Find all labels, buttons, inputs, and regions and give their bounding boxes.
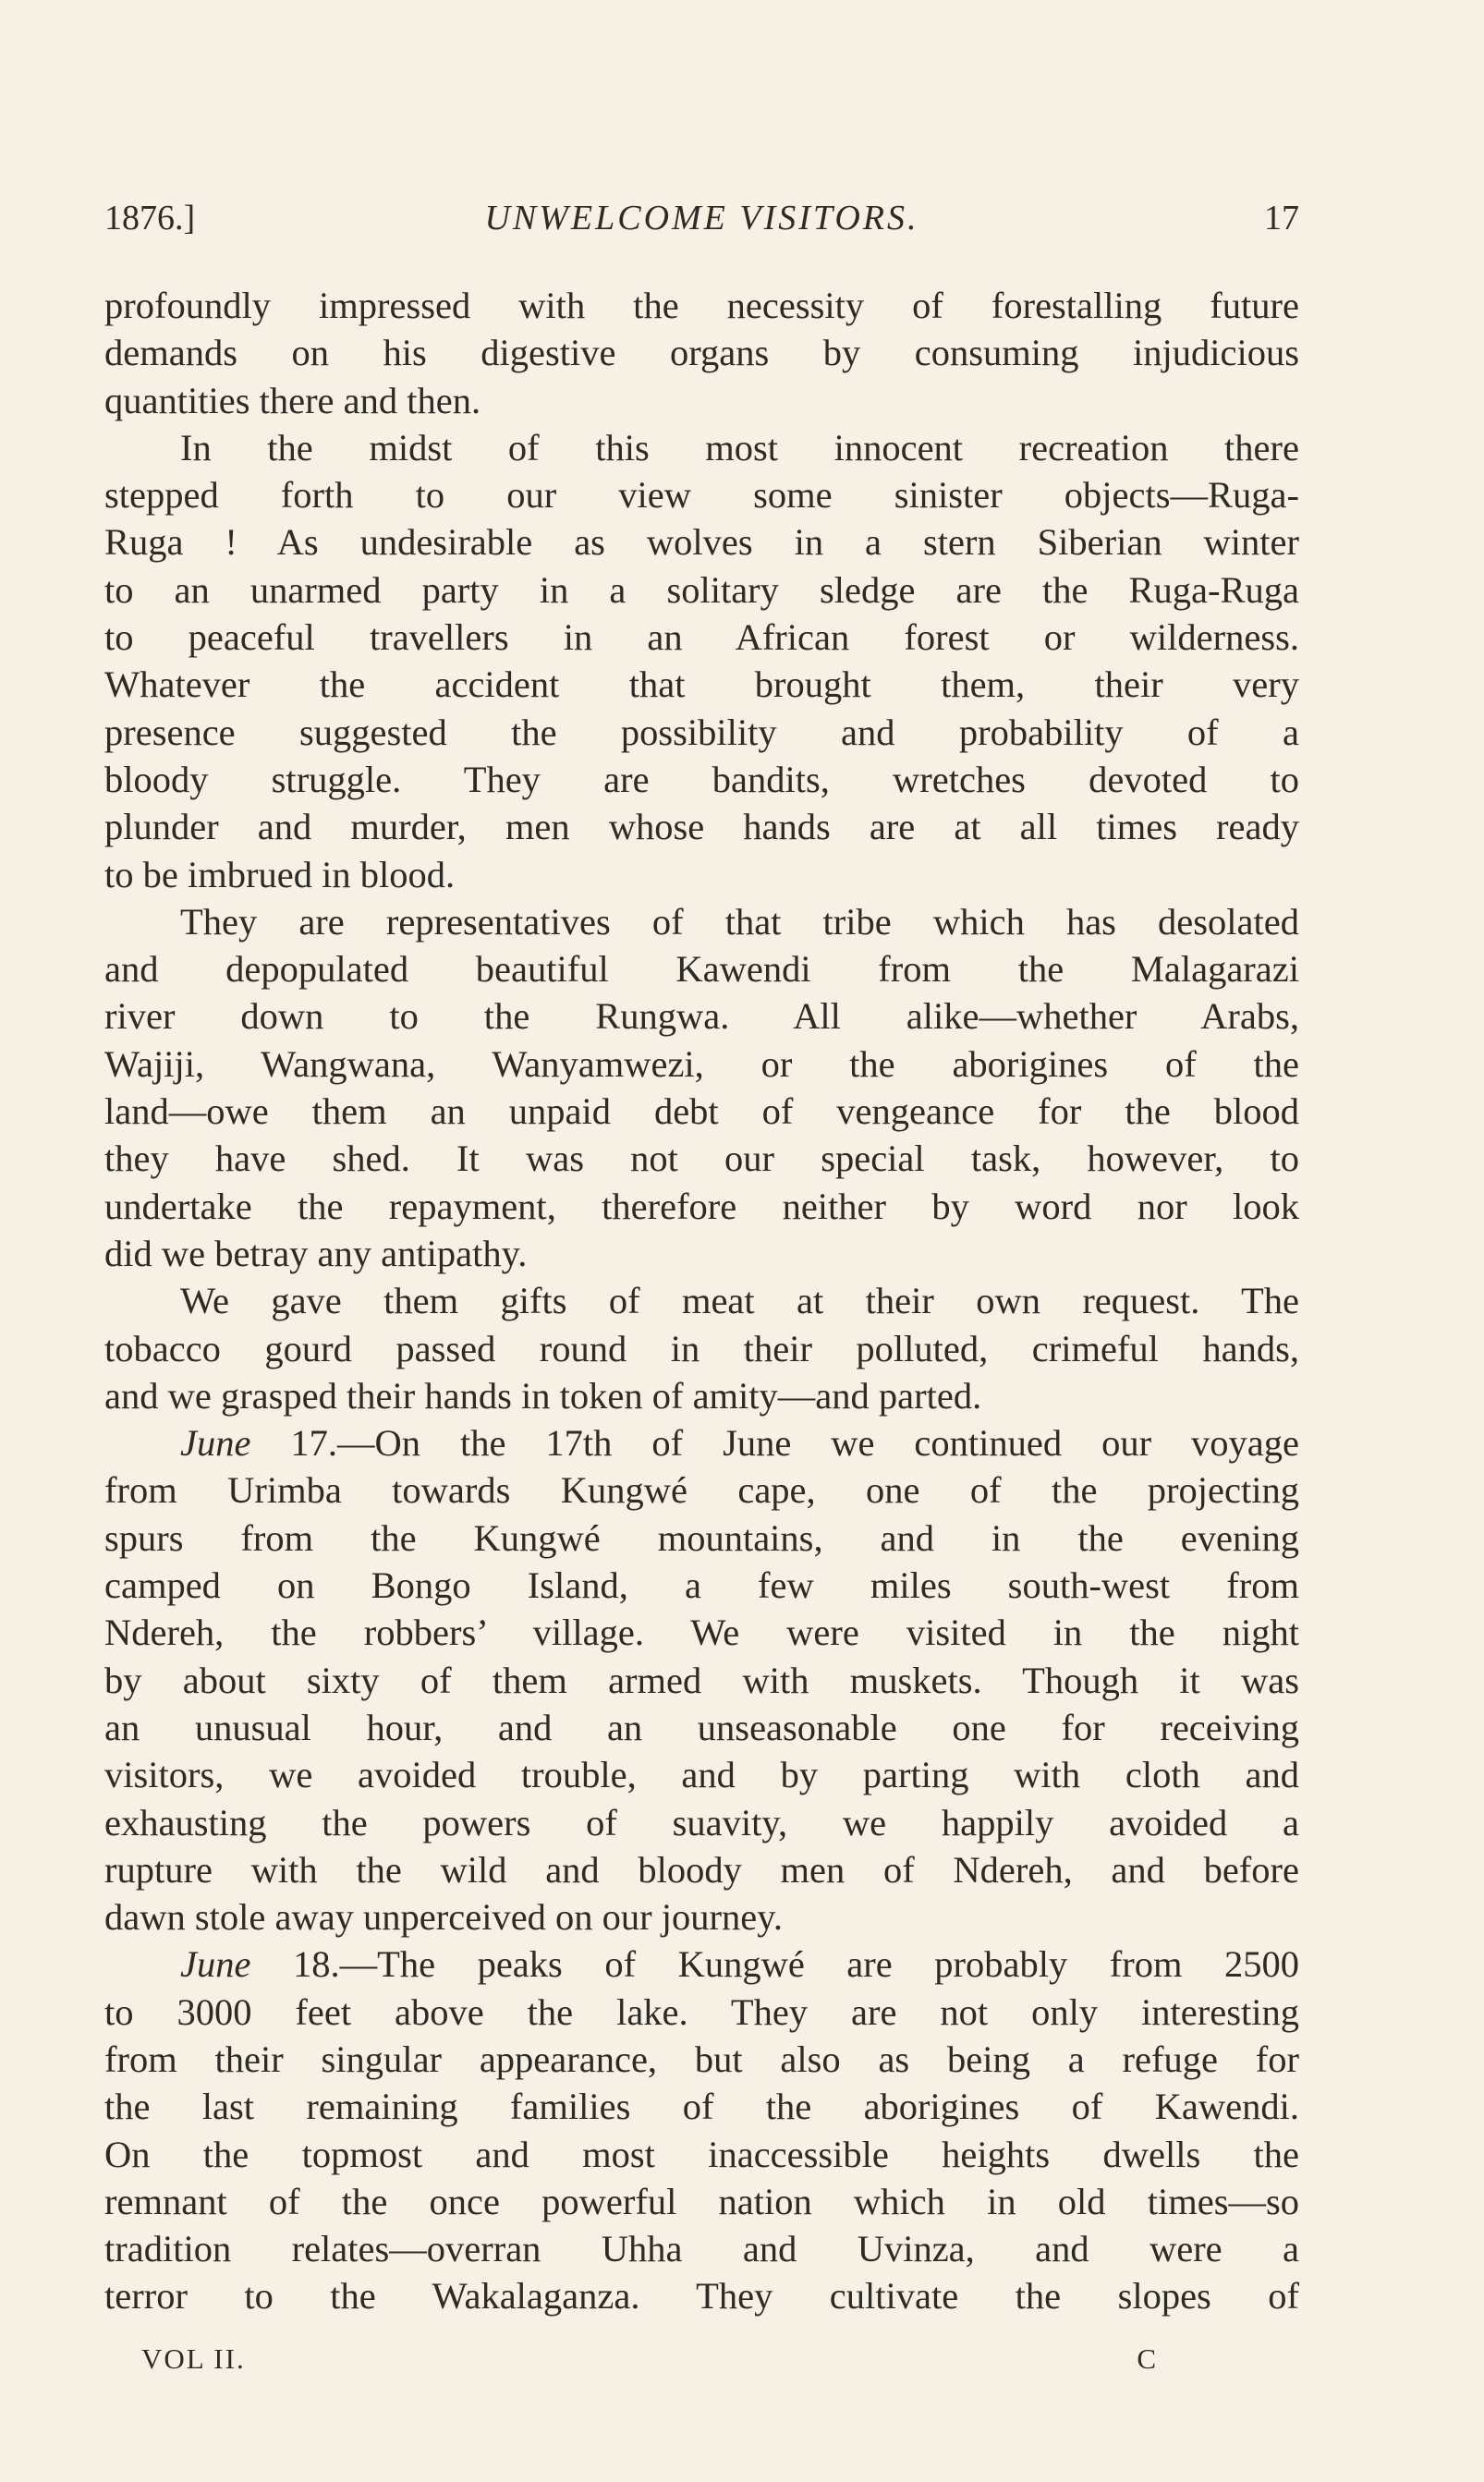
line-text: to be imbrued in blood. (104, 853, 456, 895)
line-text: plunder and murder, men whose hands are at all times ready (104, 806, 1299, 848)
text-line (104, 329, 1299, 376)
line-text: and depopulated beautiful Kawendi from the Malagarazi (104, 948, 1299, 991)
text-line (104, 992, 1299, 1040)
text-line (104, 1088, 1299, 1135)
text-line (104, 1183, 1299, 1230)
text-line (104, 1657, 1299, 1704)
line-text: We gave them gifts of meat at their own request. The (180, 1280, 1299, 1322)
line-text: quantities there and then. (104, 379, 481, 421)
text-line (104, 566, 1299, 614)
line-text: from their singular appearance, but also as being a refuge for (104, 2038, 1299, 2080)
text-line (104, 661, 1299, 708)
text-line (104, 898, 1299, 945)
line-text: Ruga ! As undesirable as wolves in a stern Siberian winter (104, 521, 1299, 564)
text-line (104, 756, 1299, 803)
text-line (104, 851, 1299, 898)
line-text: to peaceful travellers in an African forest or wilderness. (104, 616, 1299, 659)
line-text: presence suggested the possibility and probability of a (104, 711, 1299, 753)
line-text: terror to the Wakalaganza. They cultivate the slopes of (104, 2275, 1299, 2318)
text-line (104, 1562, 1299, 1609)
line-text: tradition relates—overran Uhha and Uvinza, and were a (104, 2228, 1299, 2270)
text-line (104, 1372, 1299, 1419)
line-text: On the topmost and most inaccessible heights dwells the (104, 2133, 1299, 2175)
line-text: they have shed. It was not our special task, however, to (104, 1138, 1299, 1180)
text-line (104, 1230, 1299, 1277)
line-text: visitors, we avoided trouble, and by parting with cloth and (104, 1754, 1299, 1796)
line-text: They are representatives of that tribe which has desolated (180, 900, 1299, 943)
text-line (104, 1989, 1299, 2036)
text-line (104, 2225, 1299, 2272)
text-line (104, 424, 1299, 471)
line-text: In the midst of this most innocent recreation there (180, 426, 1299, 468)
line-text: stepped forth to our view some sinister objects—Ruga- (104, 474, 1299, 517)
text-line (104, 803, 1299, 850)
line-text: from Urimba towards Kungwé cape, one of the projecting (104, 1469, 1299, 1512)
entry-date: June (180, 1943, 251, 1986)
line-text: exhausting the powers of suavity, we happily avoided a (104, 1801, 1299, 1843)
line-text: tobacco gourd passed round in their polluted, crimeful hands, (104, 1327, 1299, 1369)
line-text: 17.—On the 17th of June we continued our voyage (250, 1422, 1299, 1465)
running-header (104, 192, 1299, 244)
page-number: 17 (1264, 199, 1299, 237)
text-line (104, 1799, 1299, 1846)
line-text: undertake the repayment, therefore neither by word nor look (104, 1185, 1299, 1227)
text-line (104, 2272, 1299, 2319)
page-footer (141, 2336, 1158, 2382)
line-text: river down to the Rungwa. All alike—whether Arabs, (104, 995, 1299, 1038)
line-text: Whatever the accident that brought them, their very (104, 663, 1299, 706)
text-line (104, 1751, 1299, 1798)
entry-date: June (180, 1422, 251, 1465)
text-line (104, 377, 1299, 424)
text-line (104, 1846, 1299, 1893)
line-text: and we grasped their hands in token of amity—and parted. (104, 1374, 982, 1417)
header-year: 1876.] (104, 199, 196, 237)
text-line (104, 1941, 1299, 1988)
text-line (104, 518, 1299, 566)
text-line (104, 1325, 1299, 1372)
line-text: by about sixty of them armed with muskets. Though it was (104, 1659, 1299, 1701)
text-line (104, 709, 1299, 756)
line-text: Ndereh, the robbers’ village. We were visited in the night (104, 1612, 1299, 1654)
signature-mark: C (1137, 2342, 1158, 2375)
text-line (104, 1135, 1299, 1182)
text-line (104, 1419, 1299, 1466)
line-text: to an unarmed party in a solitary sledge are the Ruga-Ruga (104, 568, 1299, 611)
text-line (104, 1515, 1299, 1562)
line-text: an unusual hour, and an unseasonable one for receiving (104, 1706, 1299, 1748)
text-line (104, 614, 1299, 661)
line-text: the last remaining families of the aborigines of Kawendi. (104, 2086, 1299, 2128)
text-line (104, 1277, 1299, 1324)
text-line (104, 282, 1299, 329)
text-line (104, 1609, 1299, 1656)
text-line (104, 471, 1299, 518)
text-line (104, 2036, 1299, 2083)
line-text: bloody struggle. They are bandits, wretches devoted to (104, 758, 1299, 800)
running-title: UNWELCOME VISITORS. (484, 199, 919, 237)
line-text: Wajiji, Wangwana, Wanyamwezi, or the aborigines of the (104, 1042, 1299, 1085)
line-text: remnant of the once powerful nation which in old times—so (104, 2180, 1299, 2222)
line-text: did we betray any antipathy. (104, 1232, 528, 1274)
line-text: demands on his digestive organs by consuming injudicious (104, 332, 1299, 374)
text-line (104, 1704, 1299, 1751)
text-line (104, 945, 1299, 992)
text-line (104, 1040, 1299, 1088)
line-text: to 3000 feet above the lake. They are not only interesting (104, 1990, 1299, 2033)
line-text: 18.—The peaks of Kungwé are probably from 2500 (250, 1943, 1299, 1986)
line-text: camped on Bongo Island, a few miles south-west from (104, 1564, 1299, 1607)
text-line (104, 1466, 1299, 1514)
text-line (104, 1893, 1299, 1941)
line-text: profoundly impressed with the necessity of forestalling future (104, 285, 1299, 326)
text-line (104, 2083, 1299, 2130)
line-text: spurs from the Kungwé mountains, and in the evening (104, 1516, 1299, 1559)
body-text (104, 282, 1299, 2320)
text-line (104, 2178, 1299, 2225)
line-text: dawn stole away unperceived on our journey. (104, 1896, 784, 1939)
volume-label: VOL II. (141, 2342, 246, 2375)
line-text: land—owe them an unpaid debt of vengeance for the blood (104, 1090, 1299, 1133)
text-line (104, 2131, 1299, 2178)
line-text: rupture with the wild and bloody men of Ndereh, and before (104, 1848, 1299, 1891)
